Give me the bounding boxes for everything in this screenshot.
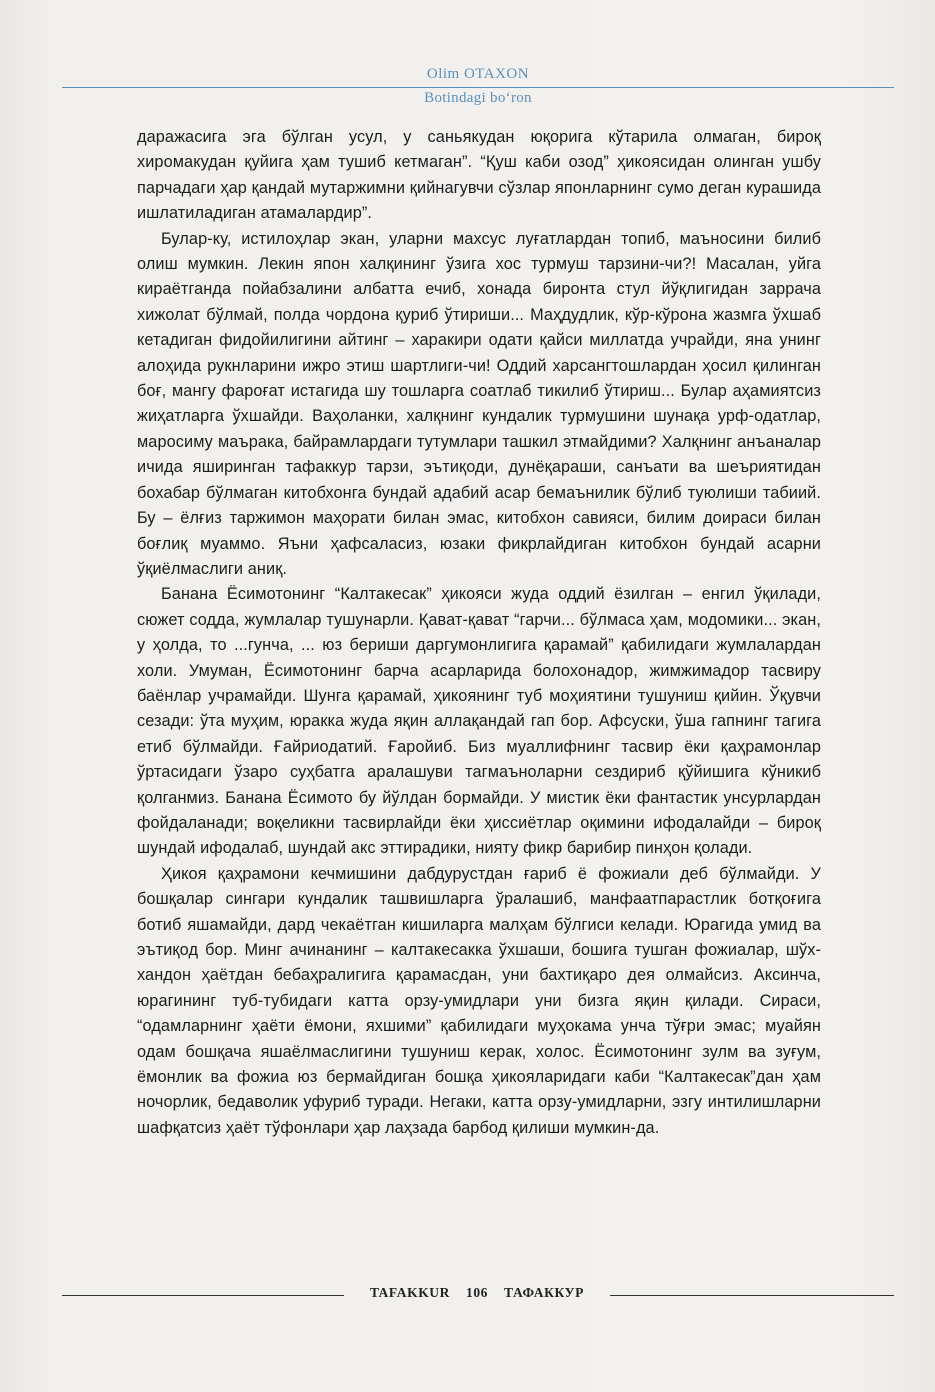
footer-title-cyrillic: ТАФАККУР <box>504 1285 585 1300</box>
paragraph-2: Булар-ку, истилоҳлар экан, уларни махсус луғатлардан топиб, маъносини билиб олиш мумкин. Лекин япон халқининг ўзига хос турмуш тарзини-чи?! Масалан, уйга кираётганда пойабзалини албатта ечиб, хонада биронта стул йўқлигидан заррача хижолат бўлмай, полда чордона қуриб ўтириши... Маҳдудлик, кўр-кўрона жазмга ўхшаб кетадиган фидойилигини айтинг – харакири одати қайси миллатда учрайди, яна унинг алоҳида рукнларини ижро этиш шартлиги-чи! Оддий харсангтошлардан ҳосил қилинган боғ, мангу фароғат истагида шу тошларга соатлаб тикилиб ўтириш... Булар аҳамиятсиз жиҳатларга ўхшайди. Ваҳоланки, халқнинг кундалик турмушини шунақа урф-одатлар, маросиму маърака, байрамлардаги тутумлари ташкил этмайдими? Халқнинг анъаналар ичида яширинган тафаккур тарзи, эътиқоди, дунёқараши, санъати ва шеъриятидан бохабар бўлмаган китобхонга бундай адабий асар бемаънилик бўлиб туюлиши табиий. Бу – ёлғиз таржимон маҳорати билан эмас, китобхон савияси, билим доираси билан боғлиқ муаммо. Яъни ҳафсаласиз, юзаки фикрлайдиган китобхон бундай асарни ўқиёлмаслиги аниқ. <box>137 229 821 578</box>
article-body <box>137 125 821 1141</box>
paragraph-1: даражасига эга бўлган усул, у саньякудан юқорига кўтарила олмаган, бироқ хиромакудан қуйига ҳам тушиб кетмаган”. “Қуш каби озод” ҳикоясидан олинган ушбу парчадаги ҳар қандай мутаржимни қийнагувчи сўзлар японларнинг сумо деган курашида ишлатиладиган атамалардир”. <box>137 128 821 223</box>
running-footer <box>62 1285 894 1305</box>
paragraph-4: Ҳикоя қаҳрамони кечмишини дабдурустдан ғариб ё фожиали деб бўлмайди. У бошқалар сингари кундалик ташвишларга ўралашиб, манфаатпарастлик ботқоғига ботиб яшамайди, дард чекаётган кишиларга малҳам бўлгиси келади. Юрагида умид ва эътиқод бор. Минг ачинанинг – калтакесакка ўхшаши, бошига тушган фожиалар, шўх-хандон ҳаётдан бебаҳралигига қарамасдан, уни бахтиқаро дея олмайсиз. Аксинча, юрагининг туб-тубидаги катта орзу-умидлари уни бизга яқин қилади. Сираси, “одамларнинг ҳаёти ёмони, яхшими” қабилидаги муҳокама унча тўғри эмас; муайян одам бошқача яшаёлмаслигини тушуниш керак, холос. Ёсимотонинг зулм ва зуғум, ёмонлик ва фожиа юз бермайдиган бошқа ҳикояларидаги каби “Калтакесак”дан ҳам ночорлик, бедаволик уфуриб туради. Негаки, катта орзу-умидларни, эзгу интилишларни шафқатсиз ҳаёт тўфонлари ҳар лаҳзада барбод қилиши мумкин-да. <box>137 864 821 1137</box>
footer-rule-left <box>62 1295 344 1296</box>
footer-title-latin: TAFAKKUR <box>369 1285 450 1300</box>
footer-rule-right <box>610 1295 894 1296</box>
paragraph-3: Банана Ёсимотонинг “Калтакесак” ҳикояси жуда оддий ёзилган – енгил ўқилади, сюжет содда, жумлалар тушунарли. Қават-қават “гарчи... бўлмаса ҳам, модомики... экан, у ҳолда, то ...гунча, ... юз бериши даргумонлигига қарамай” қабилидаги жумлалардан холи. Умуман, Ёсимотонинг барча асарларида болохонадор, жимжимадор тасвиру баёнлар учрамайди. Шунга қарамай, ҳикоянинг туб моҳиятини тушуниш қийин. Ўқувчи сезади: ўта муҳим, юракка жуда яқин аллақандай гап бор. Афсуски, ўша гапнинг тагига етиб бўлмайди. Ғайриодатий. Ғаройиб. Биз муаллифнинг тасвир ёки қаҳрамонлар ўртасидаги ўзаро суҳбатга аралашуви тагмаъноларни сездириб қўйишига кўникиб қолганмиз. Банана Ёсимото бу йўлдан бормайди. У мистик ёки фантастик унсурлардан фойдаланади; воқеликни тасвирлайди ёки ҳиссиётлар оқимини ифодалайди – бироқ шундай ифодалаб, шундай акс эттирадики, нияту фикр барибир пинҳон қолади. <box>137 585 821 858</box>
page-number: 106 <box>465 1285 489 1300</box>
header-rule <box>62 87 894 88</box>
running-header <box>62 66 894 112</box>
header-subtitle: Botindagi bo‘ron <box>424 90 532 106</box>
header-author: Olim OTAXON <box>426 66 530 82</box>
footer-label <box>352 1285 602 1301</box>
